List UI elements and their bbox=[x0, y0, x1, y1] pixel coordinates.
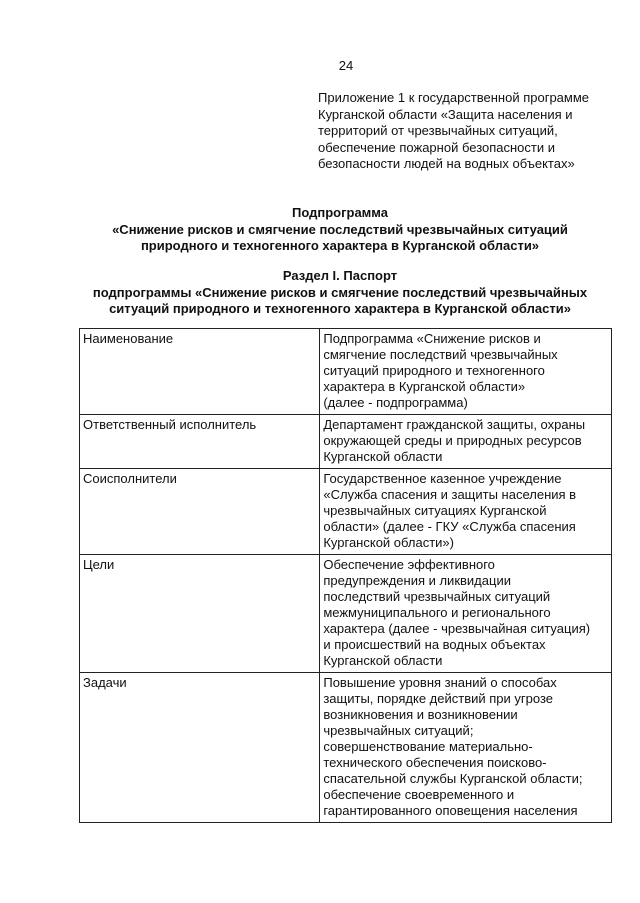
row-value-line: Государственное казенное учреждение bbox=[323, 471, 562, 486]
row-value-line: характера в Курганской области» bbox=[323, 379, 526, 394]
page-number: 24 bbox=[338, 58, 354, 73]
row-value-line: защиты, порядке действий при угрозе bbox=[323, 691, 553, 706]
row-label: Цели bbox=[80, 555, 320, 673]
row-value-line: гарантированного оповещения населения bbox=[323, 803, 578, 818]
section-heading-line: Раздел I. Паспорт bbox=[282, 268, 398, 283]
passport-table-body bbox=[80, 329, 612, 823]
subprogram-heading bbox=[60, 205, 620, 255]
row-value-line: предупреждения и ликвидации bbox=[323, 573, 511, 588]
row-label: Наименование bbox=[80, 329, 320, 415]
row-label: Ответственный исполнитель bbox=[80, 415, 320, 469]
row-value-line: последствий чрезвычайных ситуаций bbox=[323, 589, 551, 604]
row-value bbox=[320, 329, 612, 415]
section-heading bbox=[60, 268, 620, 318]
section-heading-line: ситуаций природного и техногенного характера в Курганской области» bbox=[109, 301, 571, 316]
appendix-note bbox=[318, 90, 628, 173]
subprogram-heading-line: «Снижение рисков и смягчение последствий чрезвычайных ситуаций bbox=[112, 221, 568, 237]
passport-table bbox=[79, 328, 612, 823]
row-value-line: смягчение последствий чрезвычайных bbox=[323, 347, 558, 362]
table-row bbox=[80, 415, 612, 469]
row-value-line: спасательной службы Курганской области; bbox=[323, 771, 583, 786]
appendix-line: обеспечение пожарной безопасности и bbox=[318, 139, 556, 155]
row-value-line: окружающей среды и природных ресурсов bbox=[323, 433, 582, 448]
row-value-line: характера (далее - чрезвычайная ситуация) bbox=[323, 621, 591, 636]
table-row bbox=[80, 469, 612, 555]
row-value-line: Курганской области») bbox=[323, 535, 454, 550]
row-value-line: технического обеспечения поисково- bbox=[323, 755, 547, 770]
subprogram-heading-line: природного и техногенного характера в Курганской области» bbox=[140, 238, 540, 253]
row-value-line: Обеспечение эффективного bbox=[323, 557, 495, 572]
appendix-line: территорий от чрезвычайных ситуаций, bbox=[318, 123, 558, 138]
table-row bbox=[80, 673, 612, 823]
row-value-line: ситуаций природного и техногенного bbox=[323, 363, 545, 378]
row-value-line: совершенствование материально- bbox=[323, 739, 533, 754]
row-value-line: Повышение уровня знаний о способах bbox=[323, 675, 557, 690]
row-value-line: возникновения и возникновении bbox=[323, 707, 518, 722]
table-row bbox=[80, 329, 612, 415]
row-value-line: Подпрограмма «Снижение рисков и bbox=[323, 331, 541, 346]
appendix-line: Приложение 1 к государственной программе bbox=[318, 90, 590, 105]
appendix-line: Курганской области «Защита населения и bbox=[318, 106, 573, 122]
row-value-line: «Служба спасения и защиты населения в bbox=[323, 487, 577, 502]
row-value bbox=[320, 673, 612, 823]
row-value-line: межмуниципального и регионального bbox=[323, 605, 551, 620]
row-value-line: (далее - подпрограмма) bbox=[323, 395, 468, 410]
row-value-line: чрезвычайных ситуаций; bbox=[323, 723, 474, 738]
section-heading-line: подпрограммы «Снижение рисков и смягчение последствий чрезвычайных bbox=[92, 284, 588, 300]
row-label: Задачи bbox=[80, 673, 320, 823]
row-value bbox=[320, 469, 612, 555]
row-label: Соисполнители bbox=[80, 469, 320, 555]
row-value-line: области» (далее - ГКУ «Служба спасения bbox=[323, 519, 576, 534]
row-value-line: Курганской области bbox=[323, 653, 443, 668]
row-value-line: и происшествий на водных объектах bbox=[323, 637, 546, 652]
row-value-line: чрезвычайных ситуациях Курганской bbox=[323, 503, 547, 518]
row-value bbox=[320, 555, 612, 673]
appendix-line: безопасности людей на водных объектах» bbox=[318, 156, 575, 171]
subprogram-heading-line: Подпрограмма bbox=[292, 205, 388, 220]
row-value-line: обеспечение своевременного и bbox=[323, 787, 515, 802]
row-value-line: Курганской области bbox=[323, 449, 443, 464]
table-row bbox=[80, 555, 612, 673]
row-value-line: Департамент гражданской защиты, охраны bbox=[323, 417, 586, 432]
row-value bbox=[320, 415, 612, 469]
